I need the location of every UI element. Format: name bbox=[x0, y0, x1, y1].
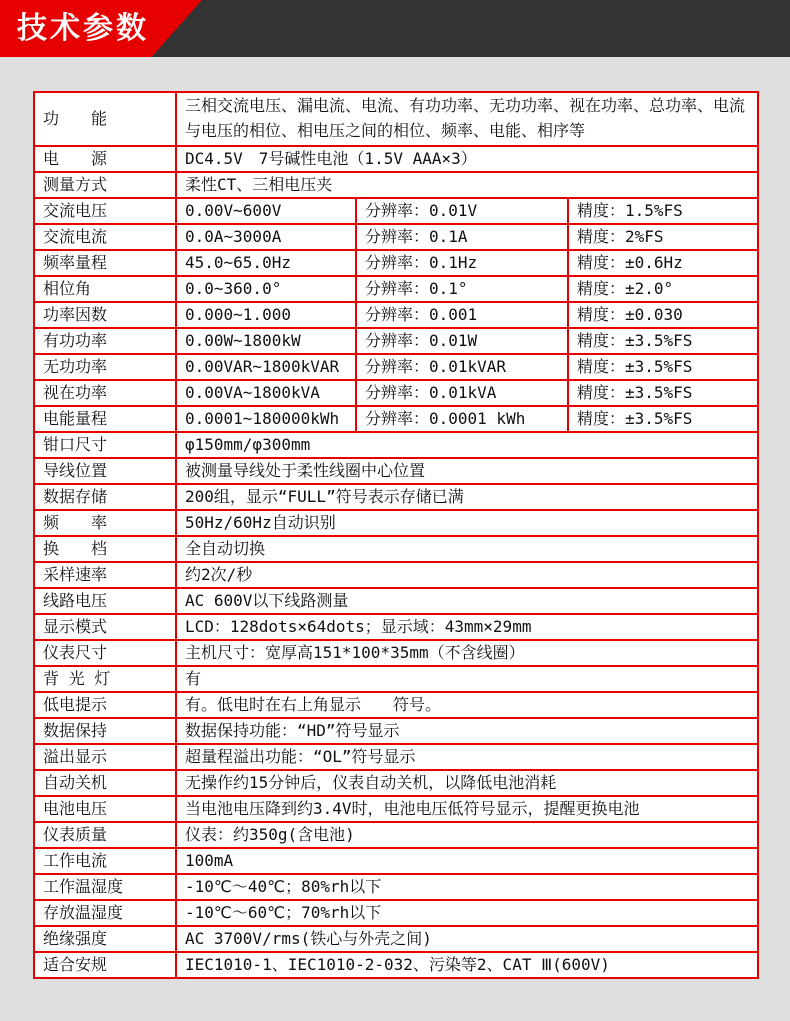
spec-value: AC 3700V/rms(铁心与外壳之间) bbox=[176, 926, 758, 952]
spec-range: 0.00VAR~1800kVAR bbox=[176, 354, 356, 380]
spec-label: 显示模式 bbox=[34, 614, 176, 640]
spec-label: 视在功率 bbox=[34, 380, 176, 406]
table-row bbox=[34, 588, 758, 614]
spec-label: 相位角 bbox=[34, 276, 176, 302]
table-row bbox=[34, 380, 758, 406]
spec-label: 适合安规 bbox=[34, 952, 176, 978]
spec-label: 电能量程 bbox=[34, 406, 176, 432]
spec-range: 0.00VA~1800kVA bbox=[176, 380, 356, 406]
spec-value: 全自动切换 bbox=[176, 536, 758, 562]
table-row bbox=[34, 848, 758, 874]
spec-label: 自动关机 bbox=[34, 770, 176, 796]
spec-label: 功率因数 bbox=[34, 302, 176, 328]
spec-label: 功 能 bbox=[34, 92, 176, 146]
spec-label: 工作电流 bbox=[34, 848, 176, 874]
spec-resolution: 分辨率：0.1° bbox=[356, 276, 568, 302]
table-row bbox=[34, 692, 758, 718]
table-row bbox=[34, 744, 758, 770]
table-row bbox=[34, 92, 758, 146]
table-row bbox=[34, 562, 758, 588]
spec-resolution: 分辨率：0.01kVA bbox=[356, 380, 568, 406]
spec-value: 有。低电时在右上角显示 符号。 bbox=[176, 692, 758, 718]
spec-label: 钳口尺寸 bbox=[34, 432, 176, 458]
spec-range: 0.0001~180000kWh bbox=[176, 406, 356, 432]
spec-value: 柔性CT、三相电压夹 bbox=[176, 172, 758, 198]
spec-range: 0.0~360.0° bbox=[176, 276, 356, 302]
spec-range: 0.00W~1800kW bbox=[176, 328, 356, 354]
spec-table bbox=[33, 91, 759, 979]
spec-table-container bbox=[33, 91, 790, 979]
spec-value: 超量程溢出功能：“OL”符号显示 bbox=[176, 744, 758, 770]
spec-value: 当电池电压降到约3.4V时，电池电压低符号显示，提醒更换电池 bbox=[176, 796, 758, 822]
spec-label: 工作温湿度 bbox=[34, 874, 176, 900]
spec-resolution: 分辨率：0.01W bbox=[356, 328, 568, 354]
spec-precision: 精度：±0.030 bbox=[568, 302, 758, 328]
spec-value: 无操作约15分钟后，仪表自动关机，以降低电池消耗 bbox=[176, 770, 758, 796]
spec-resolution: 分辨率：0.1Hz bbox=[356, 250, 568, 276]
table-row bbox=[34, 926, 758, 952]
spec-label: 交流电压 bbox=[34, 198, 176, 224]
spec-value: 100mA bbox=[176, 848, 758, 874]
spec-label: 测量方式 bbox=[34, 172, 176, 198]
spec-value: 200组，显示“FULL”符号表示存储已满 bbox=[176, 484, 758, 510]
spec-label: 低电提示 bbox=[34, 692, 176, 718]
spec-label: 频率量程 bbox=[34, 250, 176, 276]
spec-resolution: 分辨率：0.0001 kWh bbox=[356, 406, 568, 432]
spec-label: 采样速率 bbox=[34, 562, 176, 588]
table-row bbox=[34, 250, 758, 276]
table-row bbox=[34, 484, 758, 510]
spec-label: 存放温湿度 bbox=[34, 900, 176, 926]
spec-label: 背 光 灯 bbox=[34, 666, 176, 692]
table-row bbox=[34, 510, 758, 536]
table-row bbox=[34, 718, 758, 744]
table-row bbox=[34, 458, 758, 484]
spec-value: 50Hz/60Hz自动识别 bbox=[176, 510, 758, 536]
spec-range: 45.0~65.0Hz bbox=[176, 250, 356, 276]
spec-value: -10℃～40℃；80%rh以下 bbox=[176, 874, 758, 900]
spec-label: 数据保持 bbox=[34, 718, 176, 744]
spec-value: 仪表：约350g(含电池) bbox=[176, 822, 758, 848]
table-row bbox=[34, 302, 758, 328]
table-row bbox=[34, 146, 758, 172]
spec-label: 无功功率 bbox=[34, 354, 176, 380]
spec-value: LCD：128dots×64dots；显示域：43mm×29mm bbox=[176, 614, 758, 640]
spec-resolution: 分辨率：0.01V bbox=[356, 198, 568, 224]
spec-label: 导线位置 bbox=[34, 458, 176, 484]
table-row bbox=[34, 822, 758, 848]
spec-label: 仪表尺寸 bbox=[34, 640, 176, 666]
spec-resolution: 分辨率：0.1A bbox=[356, 224, 568, 250]
spec-value: DC4.5V 7号碱性电池（1.5V AAA×3） bbox=[176, 146, 758, 172]
table-row bbox=[34, 666, 758, 692]
table-row bbox=[34, 952, 758, 978]
table-row bbox=[34, 328, 758, 354]
table-row bbox=[34, 536, 758, 562]
spec-value: -10℃～60℃；70%rh以下 bbox=[176, 900, 758, 926]
header-bar bbox=[0, 0, 790, 57]
spec-resolution: 分辨率：0.001 bbox=[356, 302, 568, 328]
spec-range: 0.0A~3000A bbox=[176, 224, 356, 250]
spec-label: 有功功率 bbox=[34, 328, 176, 354]
spec-precision: 精度：±3.5%FS bbox=[568, 406, 758, 432]
spec-value: φ150mm/φ300mm bbox=[176, 432, 758, 458]
spec-label: 溢出显示 bbox=[34, 744, 176, 770]
spec-label: 线路电压 bbox=[34, 588, 176, 614]
spec-range: 0.000~1.000 bbox=[176, 302, 356, 328]
spec-value: 数据保持功能：“HD”符号显示 bbox=[176, 718, 758, 744]
table-row bbox=[34, 276, 758, 302]
spec-value: 被测量导线处于柔性线圈中心位置 bbox=[176, 458, 758, 484]
table-row bbox=[34, 796, 758, 822]
spec-label: 绝缘强度 bbox=[34, 926, 176, 952]
page-title: 技术参数 bbox=[17, 11, 149, 46]
spec-resolution: 分辨率：0.01kVAR bbox=[356, 354, 568, 380]
spec-label: 数据存储 bbox=[34, 484, 176, 510]
spec-precision: 精度：±3.5%FS bbox=[568, 380, 758, 406]
spec-label: 换 档 bbox=[34, 536, 176, 562]
spec-label: 电 源 bbox=[34, 146, 176, 172]
spec-precision: 精度：±2.0° bbox=[568, 276, 758, 302]
table-row bbox=[34, 770, 758, 796]
table-row bbox=[34, 614, 758, 640]
table-row bbox=[34, 874, 758, 900]
spec-precision: 精度：±3.5%FS bbox=[568, 354, 758, 380]
spec-value: 主机尺寸：宽厚高151*100*35mm（不含线圈） bbox=[176, 640, 758, 666]
spec-value: 三相交流电压、漏电流、电流、有功功率、无功功率、视在功率、总功率、电流与电压的相位、相电压之间的相位、频率、电能、相序等 bbox=[176, 92, 758, 146]
spec-value: AC 600V以下线路测量 bbox=[176, 588, 758, 614]
spec-label: 频 率 bbox=[34, 510, 176, 536]
spec-precision: 精度：2%FS bbox=[568, 224, 758, 250]
spec-table-body bbox=[34, 92, 758, 978]
table-row bbox=[34, 432, 758, 458]
table-row bbox=[34, 224, 758, 250]
spec-value: 约2次/秒 bbox=[176, 562, 758, 588]
spec-range: 0.00V~600V bbox=[176, 198, 356, 224]
spec-precision: 精度：±3.5%FS bbox=[568, 328, 758, 354]
table-row bbox=[34, 900, 758, 926]
spec-precision: 精度：1.5%FS bbox=[568, 198, 758, 224]
table-row bbox=[34, 198, 758, 224]
spec-precision: 精度：±0.6Hz bbox=[568, 250, 758, 276]
table-row bbox=[34, 640, 758, 666]
spec-label: 仪表质量 bbox=[34, 822, 176, 848]
spec-label: 电池电压 bbox=[34, 796, 176, 822]
table-row bbox=[34, 354, 758, 380]
table-row bbox=[34, 406, 758, 432]
spec-label: 交流电流 bbox=[34, 224, 176, 250]
table-row bbox=[34, 172, 758, 198]
spec-value: IEC1010-1、IEC1010-2-032、污染等2、CAT Ⅲ(600V) bbox=[176, 952, 758, 978]
spec-value: 有 bbox=[176, 666, 758, 692]
